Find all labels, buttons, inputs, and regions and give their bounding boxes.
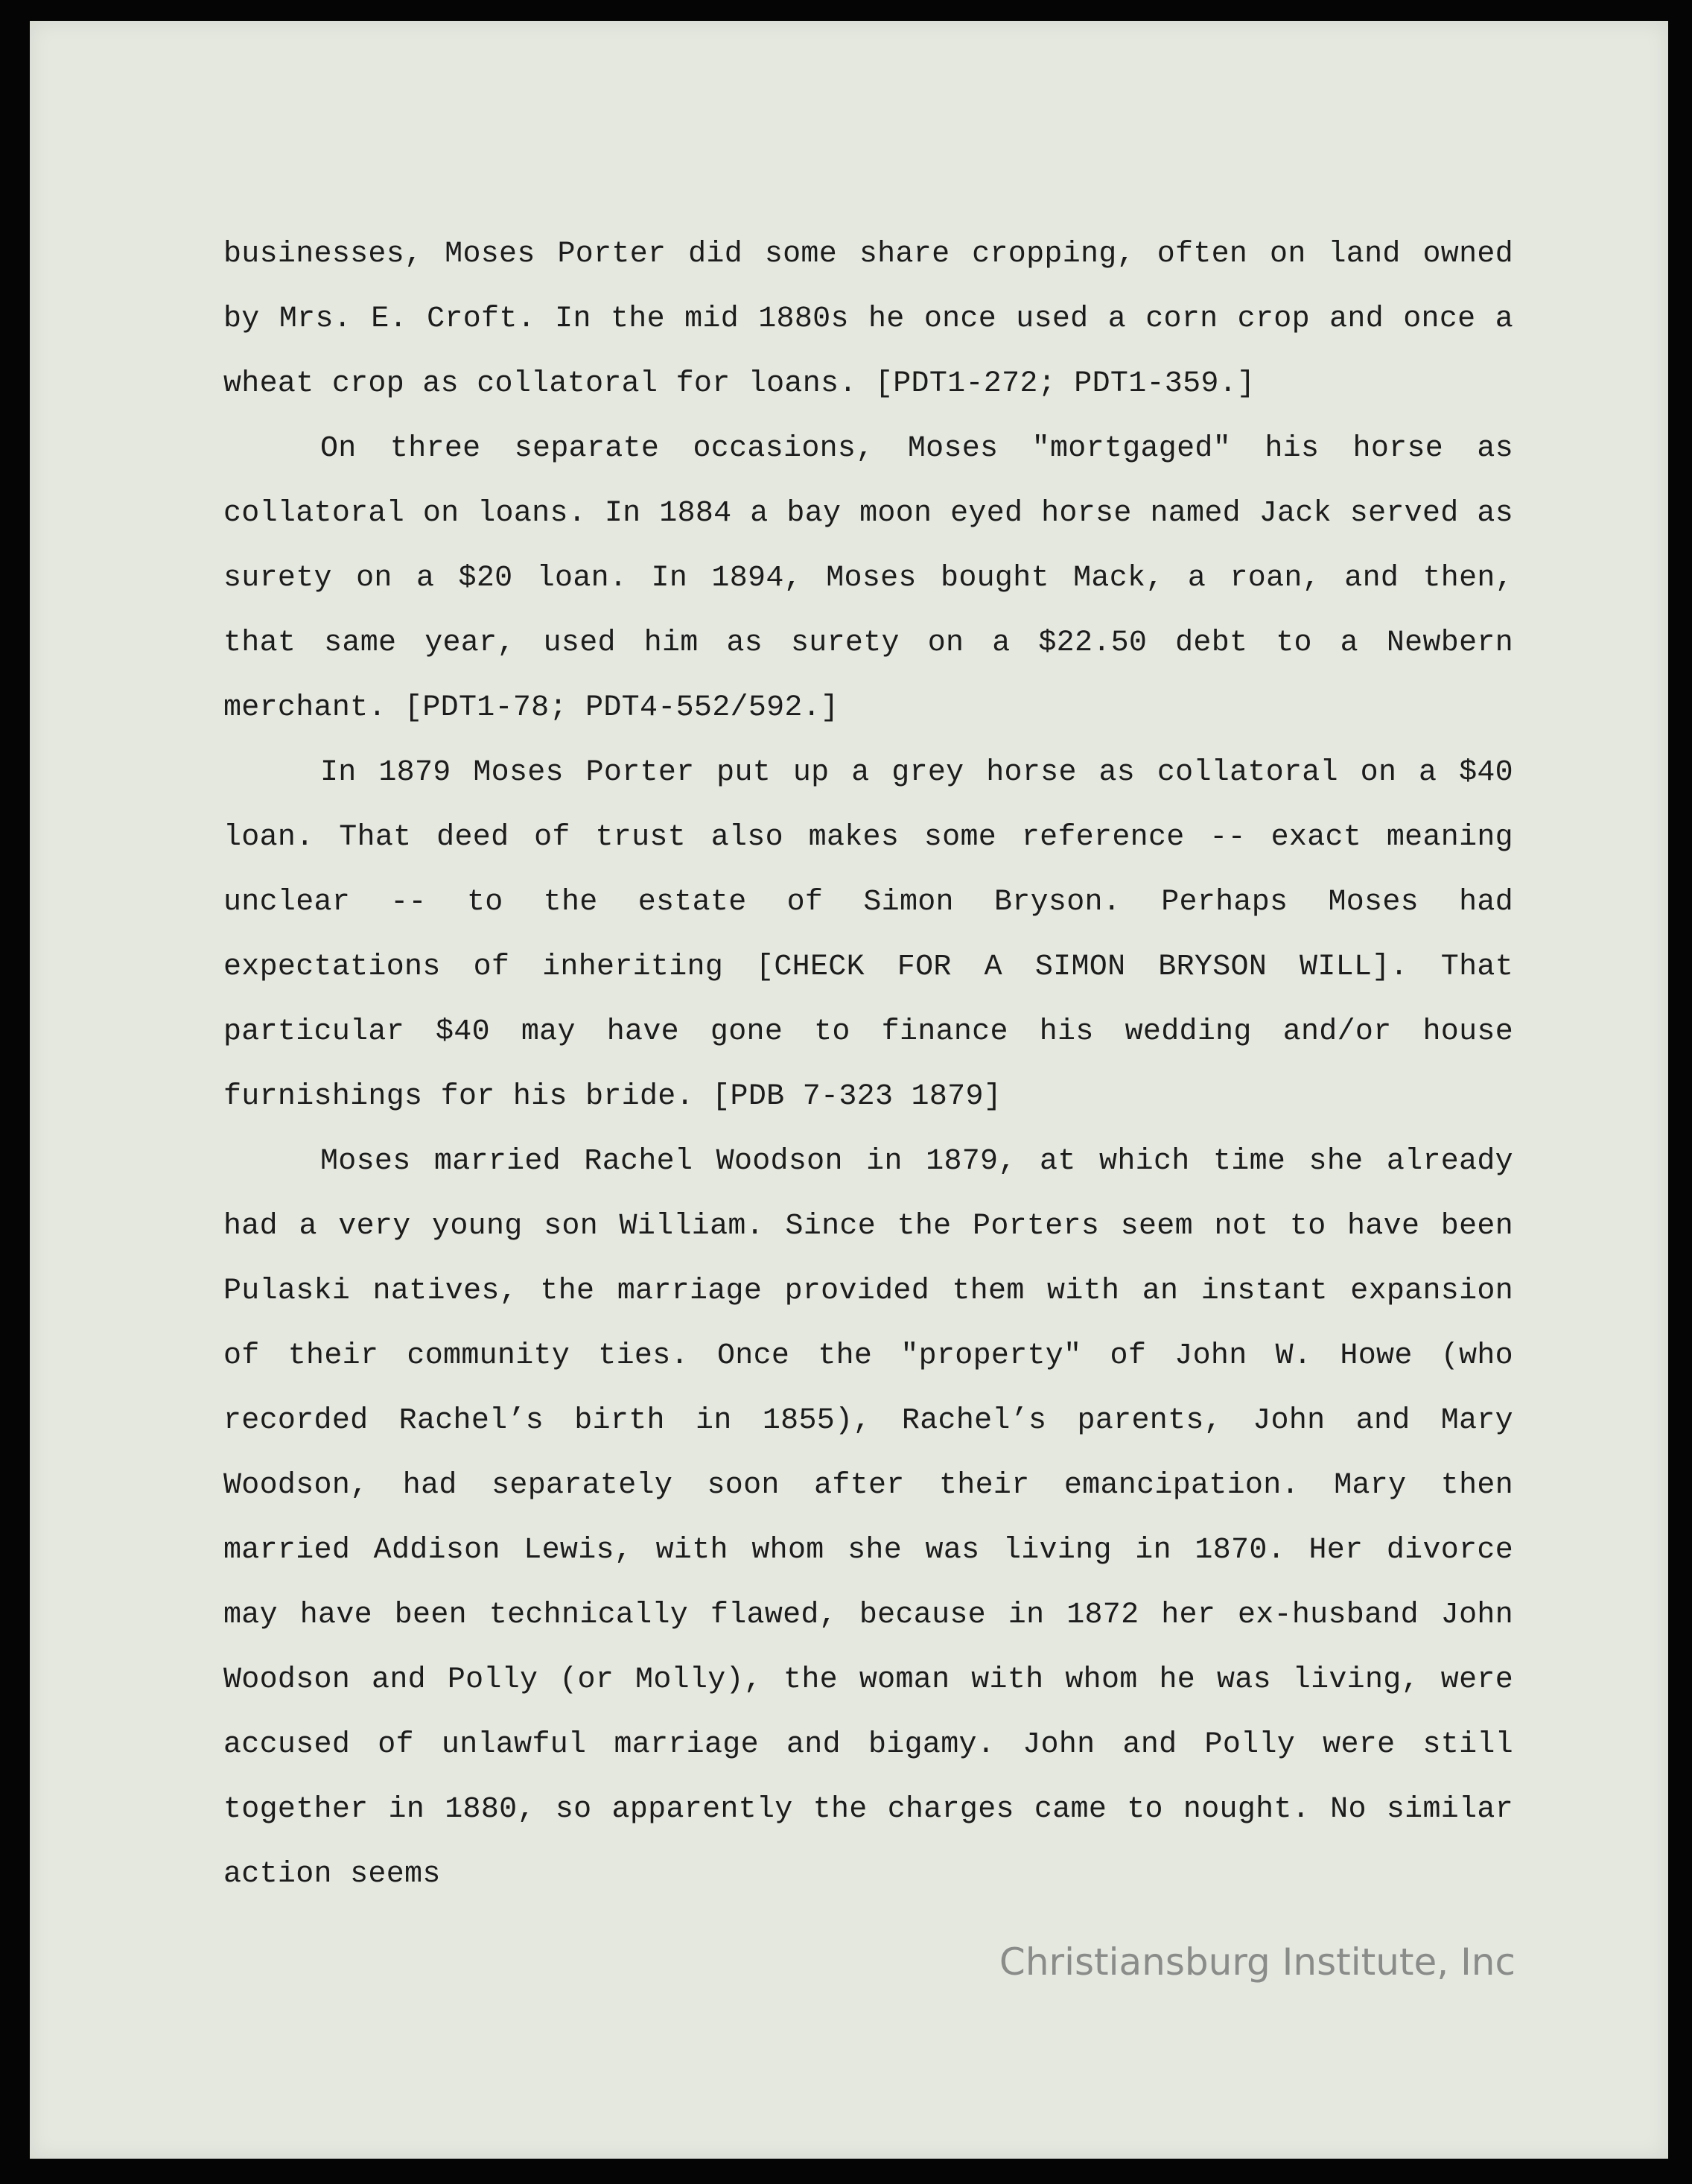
paper-sheet bbox=[30, 21, 1668, 2159]
paragraph-grey-horse-1879: In 1879 Moses Porter put up a grey horse as collatoral on a $40 loan. That deed of trust also makes some reference -- exact meaning unclear -- to the estate of Simon Bryson. Perhaps Moses had expectations of inheriting [CHECK FOR A SIMON BRYSON WILL]. That particular $40 may have gone to finance his wedding and/or house furnishings for his bride. [PDB 7-323 1879] bbox=[223, 756, 1513, 1114]
paragraph-continuation: businesses, Moses Porter did some share cropping, often on land owned by Mrs. E. Croft. In the mid 1880s he once used a corn crop and once a wheat crop as collatoral for loans. [PDT1-272; PDT1-359.] bbox=[223, 238, 1513, 401]
paragraph-horse-mortgages: On three separate occasions, Moses "mortgaged" his horse as collatoral on loans. In 1884 a bay moon eyed horse named Jack served as surety on a $20 loan. In 1894, Moses bought Mack, a roan, and then, that same year, used him as surety on a $22.50 debt to a Newbern merchant. [PDT1-78; PDT4-552/592.] bbox=[223, 432, 1513, 725]
paragraph-marriage: Moses married Rachel Woodson in 1879, at which time she already had a very young son William. Since the Porters seem not to have been Pulaski natives, the marriage provided them with an instant expansion of their community ties. Once the "property" of John W. Howe (who recorded Rachel’s birth in 1855), Rachel’s parents, John and Mary Woodson, had separately soon after their emancipation. Mary then married Addison Lewis, with whom she was living in 1870. Her divorce may have been technically flawed, because in 1872 her ex-husband John Woodson and Polly (or Molly), the woman with whom he was living, were accused of unlawful marriage and bigamy. John and Polly were still together in 1880, so apparently the charges came to nought. No similar action seems bbox=[223, 1145, 1513, 1891]
document-body bbox=[223, 222, 1513, 1907]
watermark-text: Christiansburg Institute, Inc bbox=[999, 1940, 1516, 1984]
